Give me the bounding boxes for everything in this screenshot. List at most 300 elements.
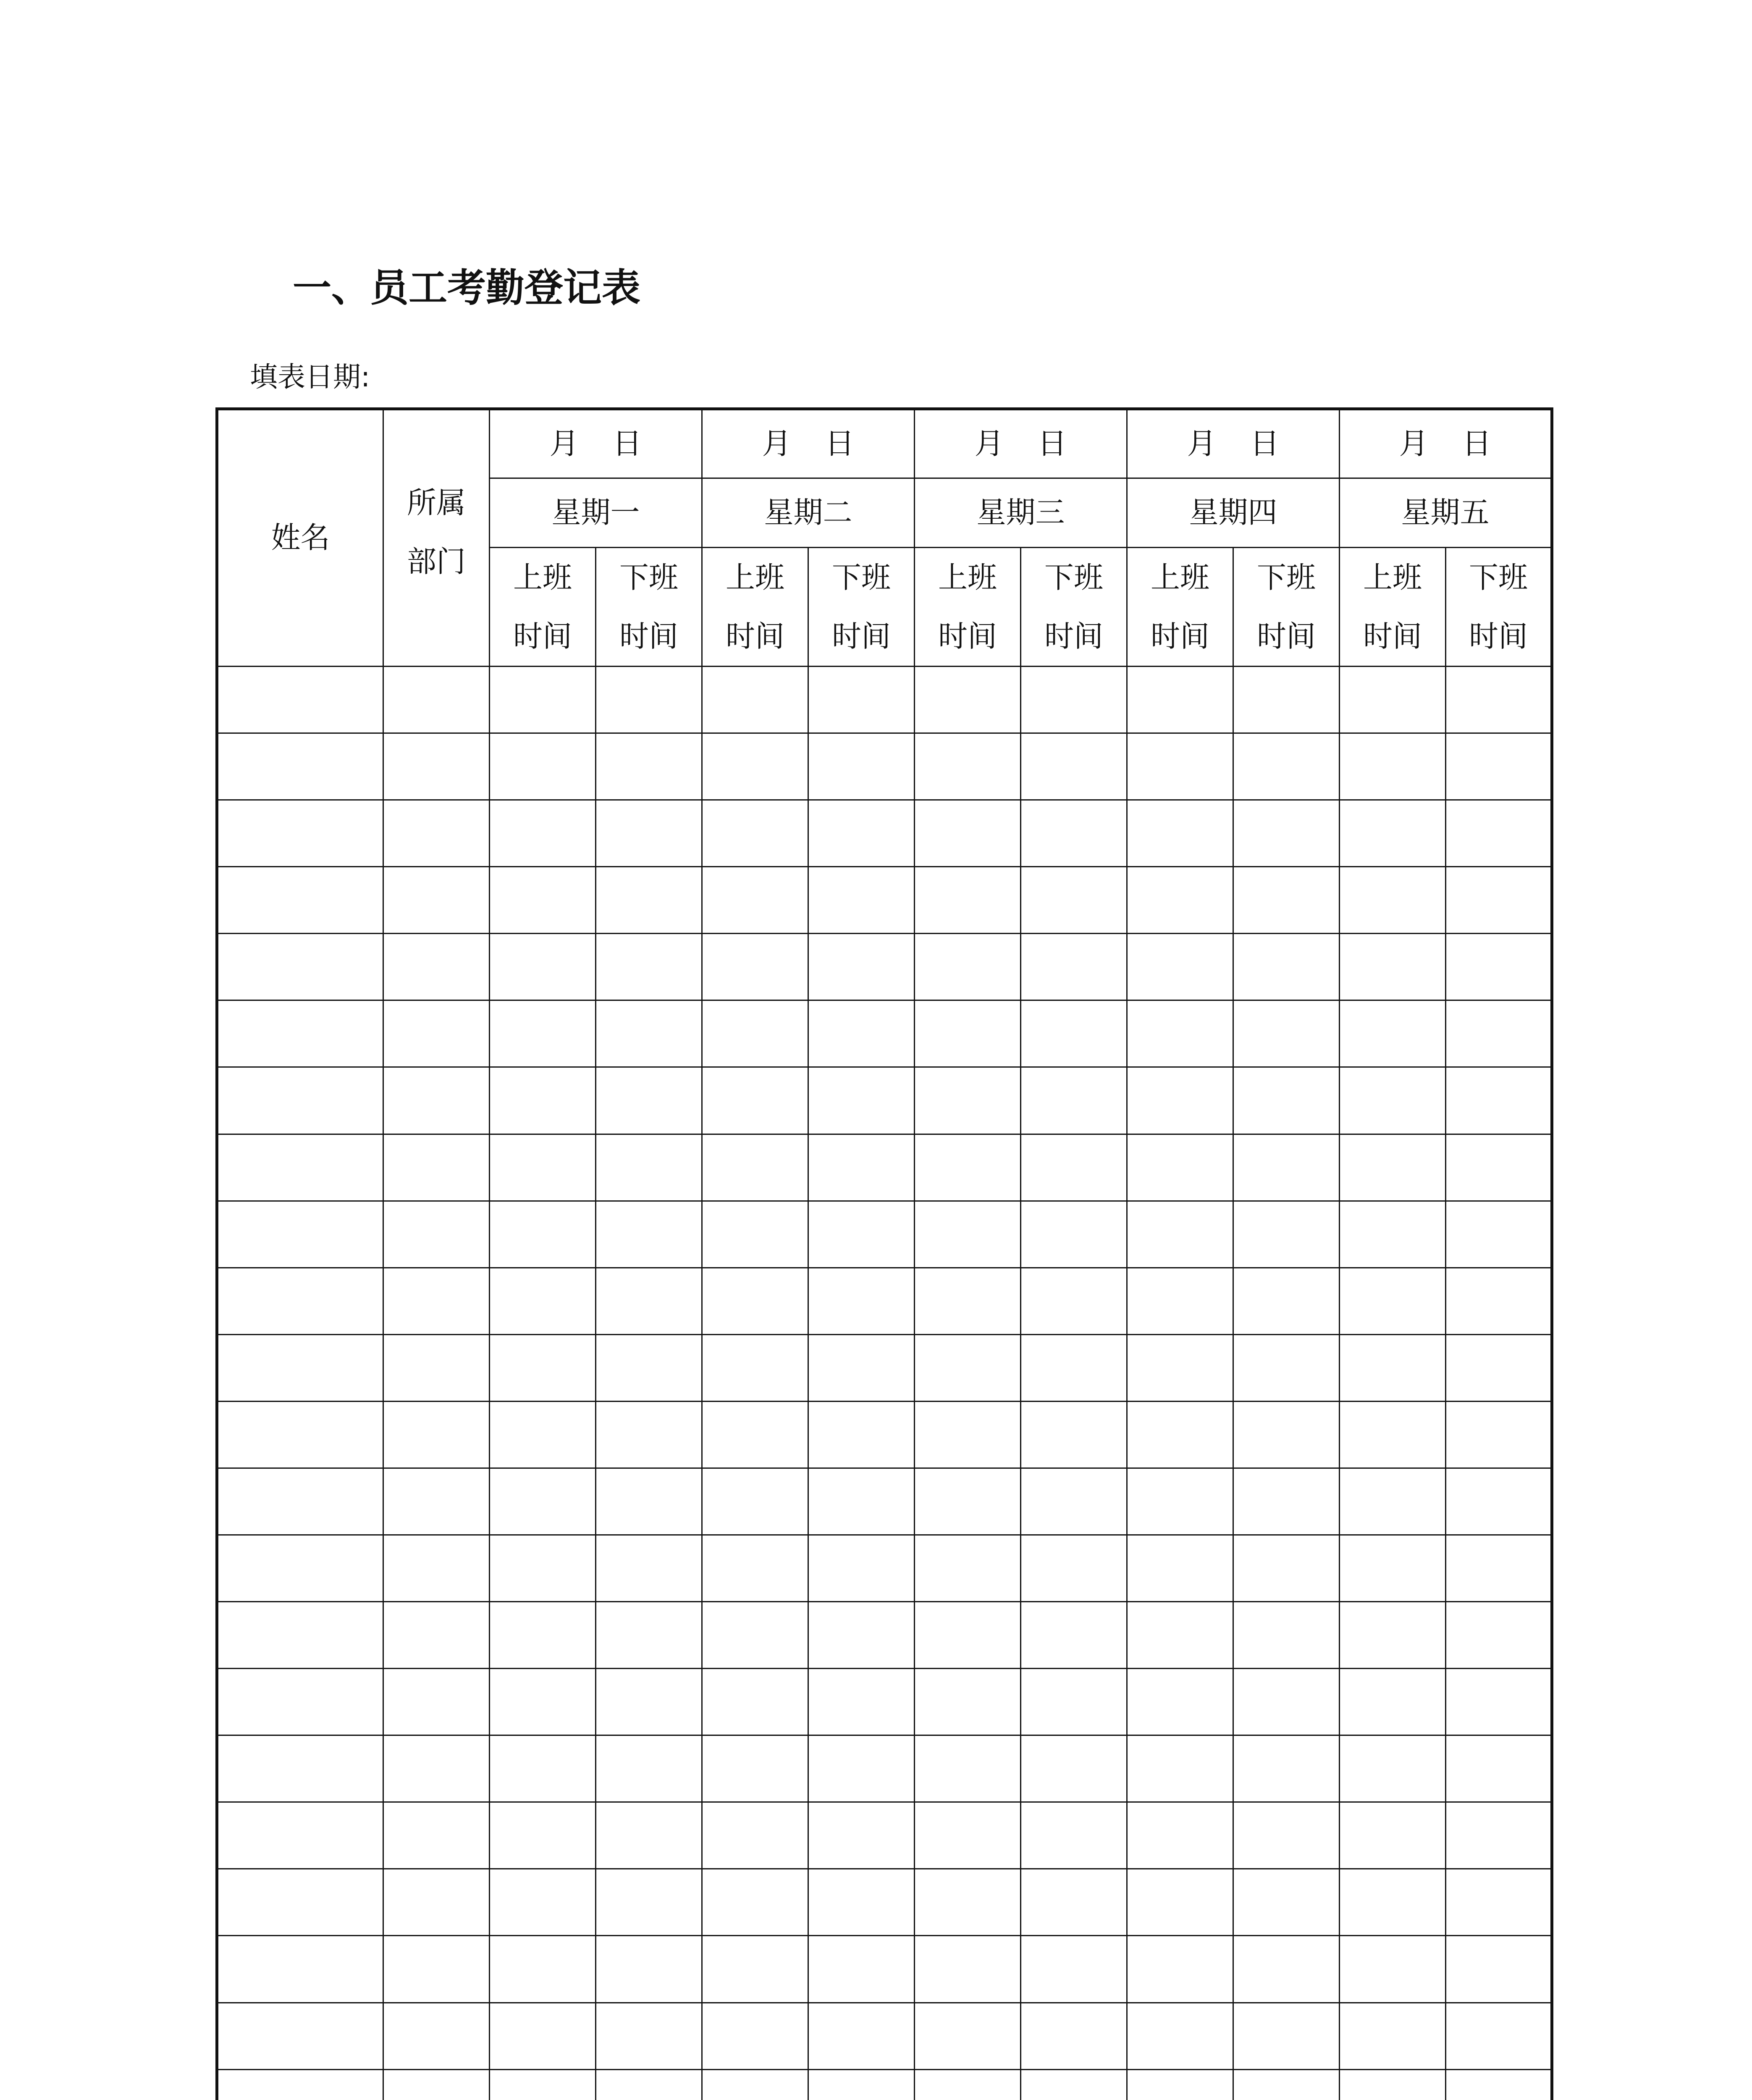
attendance-table: [215, 407, 1553, 2100]
table-cell[interactable]: [915, 1401, 1021, 1468]
day-label: 日: [1250, 426, 1280, 461]
table-cell[interactable]: [1340, 800, 1446, 867]
table-cell[interactable]: [1340, 1201, 1446, 1268]
table-cell[interactable]: [1127, 934, 1233, 1000]
table-cell[interactable]: [1021, 667, 1127, 733]
time-label: 时间: [1044, 619, 1103, 654]
table-cell[interactable]: [217, 1669, 383, 1735]
table-cell[interactable]: [808, 867, 915, 934]
table-cell[interactable]: [596, 2003, 702, 2069]
table-cell[interactable]: [490, 1735, 596, 1802]
table-cell[interactable]: [808, 1268, 915, 1334]
table-cell[interactable]: [596, 1268, 702, 1334]
table-cell[interactable]: [702, 1936, 808, 2003]
table-row: [217, 1602, 1552, 1669]
table-cell[interactable]: [702, 1468, 808, 1535]
table-row: [217, 733, 1552, 800]
table-cell[interactable]: [383, 1535, 490, 1602]
table-cell[interactable]: [596, 1869, 702, 1936]
table-cell[interactable]: [702, 1869, 808, 1936]
table-cell[interactable]: [490, 1334, 596, 1401]
table-cell[interactable]: [1021, 934, 1127, 1000]
shift-label: 下班: [1044, 560, 1103, 595]
table-cell[interactable]: [808, 1334, 915, 1401]
table-cell[interactable]: [1340, 1735, 1446, 1802]
table-cell[interactable]: [915, 667, 1021, 733]
table-cell[interactable]: [1127, 1535, 1233, 1602]
table-cell[interactable]: [1127, 2069, 1233, 2100]
table-cell[interactable]: [1340, 1535, 1446, 1602]
table-cell[interactable]: [1446, 1401, 1552, 1468]
table-cell[interactable]: [702, 1134, 808, 1201]
table-cell[interactable]: [217, 733, 383, 800]
table-cell[interactable]: [915, 2003, 1021, 2069]
table-cell[interactable]: [1233, 1669, 1340, 1735]
table-cell[interactable]: [915, 934, 1021, 1000]
table-cell[interactable]: [383, 1268, 490, 1334]
table-cell[interactable]: [217, 1936, 383, 2003]
table-cell[interactable]: [808, 1201, 915, 1268]
table-cell[interactable]: [808, 800, 915, 867]
table-cell[interactable]: [702, 1334, 808, 1401]
table-cell[interactable]: [1127, 1067, 1233, 1134]
table-row: [217, 1201, 1552, 1268]
table-cell[interactable]: [383, 1201, 490, 1268]
table-cell[interactable]: [383, 1334, 490, 1401]
table-cell[interactable]: [217, 1334, 383, 1401]
table-cell[interactable]: [1340, 1134, 1446, 1201]
table-cell[interactable]: [1233, 934, 1340, 1000]
shift-label: 上班: [1151, 560, 1209, 595]
table-cell[interactable]: [1233, 1802, 1340, 1869]
table-cell[interactable]: [490, 1401, 596, 1468]
table-cell[interactable]: [702, 1802, 808, 1869]
table-cell[interactable]: [1127, 1201, 1233, 1268]
table-cell[interactable]: [915, 800, 1021, 867]
table-cell[interactable]: [1021, 800, 1127, 867]
table-cell[interactable]: [1446, 2069, 1552, 2100]
table-cell[interactable]: [702, 1000, 808, 1067]
table-cell[interactable]: [1340, 1401, 1446, 1468]
header-month-day: [702, 409, 915, 478]
table-cell[interactable]: [217, 1802, 383, 1869]
table-cell[interactable]: [1021, 1735, 1127, 1802]
table-cell[interactable]: [383, 934, 490, 1000]
month-label: 月: [549, 426, 579, 461]
table-cell[interactable]: [217, 1735, 383, 1802]
day-label: 日: [1462, 426, 1492, 461]
table-cell[interactable]: [596, 1134, 702, 1201]
table-cell[interactable]: [217, 1401, 383, 1468]
table-cell[interactable]: [808, 1535, 915, 1602]
shift-label: 上班: [726, 560, 784, 595]
table-cell[interactable]: [217, 2069, 383, 2100]
table-cell[interactable]: [1340, 1936, 1446, 2003]
table-cell[interactable]: [1021, 1067, 1127, 1134]
header-off-duty-time: [1233, 548, 1340, 667]
table-cell[interactable]: [490, 2069, 596, 2100]
table-cell[interactable]: [217, 1602, 383, 1669]
table-cell[interactable]: [596, 1535, 702, 1602]
table-cell[interactable]: [383, 667, 490, 733]
table-row: [217, 2069, 1552, 2100]
table-cell[interactable]: [915, 2069, 1021, 2100]
day-label: 日: [1037, 426, 1067, 461]
header-weekday: 星期二: [702, 478, 915, 548]
table-cell[interactable]: [915, 733, 1021, 800]
table-cell[interactable]: [490, 1268, 596, 1334]
table-cell[interactable]: [1127, 2003, 1233, 2069]
table-cell[interactable]: [1446, 1067, 1552, 1134]
table-cell[interactable]: [1233, 1067, 1340, 1134]
table-cell[interactable]: [383, 1000, 490, 1067]
table-cell[interactable]: [217, 1067, 383, 1134]
table-cell[interactable]: [1340, 2003, 1446, 2069]
table-cell[interactable]: [596, 1401, 702, 1468]
table-cell[interactable]: [217, 800, 383, 867]
table-cell[interactable]: [596, 800, 702, 867]
table-cell[interactable]: [1340, 1268, 1446, 1334]
table-cell[interactable]: [1021, 1602, 1127, 1669]
table-cell[interactable]: [915, 867, 1021, 934]
table-cell[interactable]: [596, 1735, 702, 1802]
table-cell[interactable]: [1127, 1735, 1233, 1802]
table-cell[interactable]: [702, 1735, 808, 1802]
table-cell[interactable]: [1233, 2069, 1340, 2100]
table-cell[interactable]: [596, 934, 702, 1000]
table-cell[interactable]: [1340, 1334, 1446, 1401]
table-cell[interactable]: [383, 867, 490, 934]
table-cell[interactable]: [702, 934, 808, 1000]
table-cell[interactable]: [1233, 1535, 1340, 1602]
table-cell[interactable]: [808, 1401, 915, 1468]
table-cell[interactable]: [1446, 867, 1552, 934]
header-dept-line1: 所属: [407, 486, 466, 520]
table-cell[interactable]: [702, 1201, 808, 1268]
table-cell[interactable]: [1127, 867, 1233, 934]
table-cell[interactable]: [1127, 1134, 1233, 1201]
table-cell[interactable]: [1446, 1869, 1552, 1936]
table-cell[interactable]: [1340, 1802, 1446, 1869]
table-cell[interactable]: [1340, 2069, 1446, 2100]
table-cell[interactable]: [1233, 1602, 1340, 1669]
table-cell[interactable]: [702, 800, 808, 867]
table-cell[interactable]: [383, 1669, 490, 1735]
table-cell[interactable]: [1446, 733, 1552, 800]
table-cell[interactable]: [702, 1535, 808, 1602]
header-row-date: [217, 409, 1552, 478]
table-cell[interactable]: [1021, 1334, 1127, 1401]
time-label: 时间: [1469, 619, 1528, 654]
table-cell[interactable]: [808, 1735, 915, 1802]
table-cell[interactable]: [1340, 733, 1446, 800]
table-cell[interactable]: [915, 1134, 1021, 1201]
table-cell[interactable]: [1340, 1000, 1446, 1067]
table-cell[interactable]: [1446, 800, 1552, 867]
table-cell[interactable]: [808, 1468, 915, 1535]
table-cell[interactable]: [1340, 1602, 1446, 1669]
table-cell[interactable]: [915, 1535, 1021, 1602]
table-cell[interactable]: [383, 1401, 490, 1468]
table-cell[interactable]: [1233, 1936, 1340, 2003]
table-cell[interactable]: [915, 1936, 1021, 2003]
table-cell[interactable]: [1446, 1535, 1552, 1602]
table-cell[interactable]: [1233, 667, 1340, 733]
table-cell[interactable]: [490, 1201, 596, 1268]
table-cell[interactable]: [596, 2069, 702, 2100]
header-weekday: 星期五: [1340, 478, 1552, 548]
day-label: 日: [612, 426, 642, 461]
header-on-duty-time: [1127, 548, 1233, 667]
table-row: [217, 934, 1552, 1000]
table-cell[interactable]: [702, 667, 808, 733]
table-cell[interactable]: [383, 1869, 490, 1936]
table-cell[interactable]: [808, 667, 915, 733]
table-cell[interactable]: [1021, 1401, 1127, 1468]
table-cell[interactable]: [1446, 934, 1552, 1000]
table-cell[interactable]: [1340, 1067, 1446, 1134]
table-cell[interactable]: [596, 1802, 702, 1869]
table-cell[interactable]: [1233, 1468, 1340, 1535]
table-cell[interactable]: [1233, 1201, 1340, 1268]
table-cell[interactable]: [1340, 867, 1446, 934]
table-cell[interactable]: [1127, 1000, 1233, 1067]
table-cell[interactable]: [915, 1669, 1021, 1735]
table-cell[interactable]: [1127, 1869, 1233, 1936]
table-cell[interactable]: [383, 800, 490, 867]
table-cell[interactable]: [915, 1602, 1021, 1669]
table-cell[interactable]: [915, 1802, 1021, 1869]
table-cell[interactable]: [1127, 1268, 1233, 1334]
table-cell[interactable]: [702, 867, 808, 934]
header-name: 姓名: [217, 409, 383, 667]
table-cell[interactable]: [1446, 1000, 1552, 1067]
table-cell[interactable]: [1127, 667, 1233, 733]
table-cell[interactable]: [1127, 1468, 1233, 1535]
table-cell[interactable]: [490, 667, 596, 733]
table-row: [217, 1869, 1552, 1936]
table-cell[interactable]: [217, 1535, 383, 1602]
table-cell[interactable]: [490, 1869, 596, 1936]
table-cell[interactable]: [702, 2003, 808, 2069]
table-cell[interactable]: [808, 1000, 915, 1067]
header-on-duty-time: [490, 548, 596, 667]
table-cell[interactable]: [490, 1936, 596, 2003]
table-cell[interactable]: [383, 1735, 490, 1802]
table-cell[interactable]: [490, 1000, 596, 1067]
table-cell[interactable]: [1233, 1401, 1340, 1468]
table-cell[interactable]: [1021, 1936, 1127, 2003]
table-cell[interactable]: [1021, 1000, 1127, 1067]
table-cell[interactable]: [1127, 1936, 1233, 2003]
table-cell[interactable]: [1021, 1802, 1127, 1869]
table-cell[interactable]: [217, 1869, 383, 1936]
table-cell[interactable]: [702, 1669, 808, 1735]
table-cell[interactable]: [1446, 1735, 1552, 1802]
table-cell[interactable]: [808, 2003, 915, 2069]
table-cell[interactable]: [1233, 1869, 1340, 1936]
table-cell[interactable]: [1233, 2003, 1340, 2069]
table-cell[interactable]: [217, 667, 383, 733]
table-cell[interactable]: [490, 733, 596, 800]
table-cell[interactable]: [217, 934, 383, 1000]
table-cell[interactable]: [490, 800, 596, 867]
table-cell[interactable]: [1021, 733, 1127, 800]
table-cell[interactable]: [808, 1936, 915, 2003]
table-row: [217, 1268, 1552, 1334]
table-cell[interactable]: [1021, 1869, 1127, 1936]
table-cell[interactable]: [702, 1067, 808, 1134]
table-cell[interactable]: [1127, 733, 1233, 800]
table-cell[interactable]: [217, 867, 383, 934]
table-cell[interactable]: [915, 1869, 1021, 1936]
table-cell[interactable]: [915, 1201, 1021, 1268]
table-cell[interactable]: [702, 1602, 808, 1669]
header-off-duty-time: [596, 548, 702, 667]
table-cell[interactable]: [702, 1401, 808, 1468]
table-cell[interactable]: [1127, 1802, 1233, 1869]
table-cell[interactable]: [1021, 2069, 1127, 2100]
table-cell[interactable]: [490, 1067, 596, 1134]
table-cell[interactable]: [1340, 1468, 1446, 1535]
table-row: [217, 1535, 1552, 1602]
table-cell[interactable]: [1340, 1669, 1446, 1735]
table-cell[interactable]: [217, 1134, 383, 1201]
table-cell[interactable]: [808, 1067, 915, 1134]
table-cell[interactable]: [383, 1067, 490, 1134]
table-cell[interactable]: [1233, 1735, 1340, 1802]
table-cell[interactable]: [490, 1602, 596, 1669]
table-cell[interactable]: [1233, 1000, 1340, 1067]
table-cell[interactable]: [1446, 1201, 1552, 1268]
month-label: 月: [974, 426, 1004, 461]
table-cell[interactable]: [217, 1201, 383, 1268]
table-cell[interactable]: [808, 934, 915, 1000]
table-cell[interactable]: [1446, 667, 1552, 733]
table-cell[interactable]: [596, 1602, 702, 1669]
table-cell[interactable]: [596, 1000, 702, 1067]
table-cell[interactable]: [490, 1535, 596, 1602]
table-cell[interactable]: [702, 2069, 808, 2100]
table-cell[interactable]: [808, 1602, 915, 1669]
table-cell[interactable]: [1233, 733, 1340, 800]
table-cell[interactable]: [490, 1468, 596, 1535]
table-cell[interactable]: [217, 1468, 383, 1535]
table-cell[interactable]: [1446, 1334, 1552, 1401]
table-cell[interactable]: [217, 2003, 383, 2069]
table-cell[interactable]: [383, 1802, 490, 1869]
table-cell[interactable]: [596, 1067, 702, 1134]
table-cell[interactable]: [596, 733, 702, 800]
table-cell[interactable]: [383, 1468, 490, 1535]
table-cell[interactable]: [1233, 1134, 1340, 1201]
table-cell[interactable]: [490, 2003, 596, 2069]
table-cell[interactable]: [596, 1468, 702, 1535]
table-cell[interactable]: [596, 1936, 702, 2003]
table-cell[interactable]: [596, 867, 702, 934]
table-cell[interactable]: [808, 1134, 915, 1201]
table-cell[interactable]: [915, 1334, 1021, 1401]
table-cell[interactable]: [915, 1735, 1021, 1802]
table-cell[interactable]: [808, 2069, 915, 2100]
shift-label: 下班: [1469, 560, 1528, 595]
table-cell[interactable]: [1127, 1401, 1233, 1468]
table-cell[interactable]: [1127, 1334, 1233, 1401]
table-cell[interactable]: [383, 2003, 490, 2069]
table-cell[interactable]: [490, 1802, 596, 1869]
table-cell[interactable]: [702, 1268, 808, 1334]
table-cell[interactable]: [383, 1602, 490, 1669]
table-cell[interactable]: [383, 733, 490, 800]
table-cell[interactable]: [596, 667, 702, 733]
table-cell[interactable]: [596, 1201, 702, 1268]
table-cell[interactable]: [1021, 1468, 1127, 1535]
table-cell[interactable]: [915, 1067, 1021, 1134]
table-cell[interactable]: [217, 1268, 383, 1334]
header-month-day: [1340, 409, 1552, 478]
table-cell[interactable]: [596, 1334, 702, 1401]
table-cell[interactable]: [490, 934, 596, 1000]
table-cell[interactable]: [1021, 1535, 1127, 1602]
table-cell[interactable]: [1127, 1669, 1233, 1735]
table-cell[interactable]: [1340, 934, 1446, 1000]
table-cell[interactable]: [217, 1000, 383, 1067]
table-cell[interactable]: [808, 1869, 915, 1936]
table-cell[interactable]: [1127, 800, 1233, 867]
table-cell[interactable]: [1021, 867, 1127, 934]
table-cell[interactable]: [1021, 1268, 1127, 1334]
table-cell[interactable]: [1446, 1602, 1552, 1669]
table-cell[interactable]: [1233, 1334, 1340, 1401]
table-cell[interactable]: [490, 1134, 596, 1201]
header-on-duty-time: [702, 548, 808, 667]
table-cell[interactable]: [1446, 1268, 1552, 1334]
table-cell[interactable]: [1021, 1134, 1127, 1201]
table-cell[interactable]: [1446, 1468, 1552, 1535]
table-row: [217, 1936, 1552, 2003]
table-cell[interactable]: [915, 1268, 1021, 1334]
table-cell[interactable]: [1446, 1936, 1552, 2003]
table-cell[interactable]: [808, 1669, 915, 1735]
table-cell[interactable]: [1021, 1669, 1127, 1735]
table-cell[interactable]: [383, 1936, 490, 2003]
table-cell[interactable]: [1021, 2003, 1127, 2069]
table-cell[interactable]: [1340, 667, 1446, 733]
table-cell[interactable]: [1446, 1669, 1552, 1735]
table-cell[interactable]: [1446, 2003, 1552, 2069]
table-cell[interactable]: [1233, 800, 1340, 867]
table-cell[interactable]: [490, 1669, 596, 1735]
table-row: [217, 1000, 1552, 1067]
table-cell[interactable]: [383, 1134, 490, 1201]
table-cell[interactable]: [490, 867, 596, 934]
table-cell[interactable]: [915, 1000, 1021, 1067]
table-cell[interactable]: [1233, 867, 1340, 934]
table-cell[interactable]: [702, 733, 808, 800]
table-cell[interactable]: [1340, 1869, 1446, 1936]
table-cell[interactable]: [1446, 1802, 1552, 1869]
table-cell[interactable]: [1127, 1602, 1233, 1669]
table-cell[interactable]: [1021, 1201, 1127, 1268]
shift-label: 下班: [1257, 560, 1316, 595]
table-cell[interactable]: [1446, 1134, 1552, 1201]
table-cell[interactable]: [808, 733, 915, 800]
table-cell[interactable]: [383, 2069, 490, 2100]
table-cell[interactable]: [915, 1468, 1021, 1535]
table-cell[interactable]: [808, 1802, 915, 1869]
table-cell[interactable]: [596, 1669, 702, 1735]
table-cell[interactable]: [1233, 1268, 1340, 1334]
